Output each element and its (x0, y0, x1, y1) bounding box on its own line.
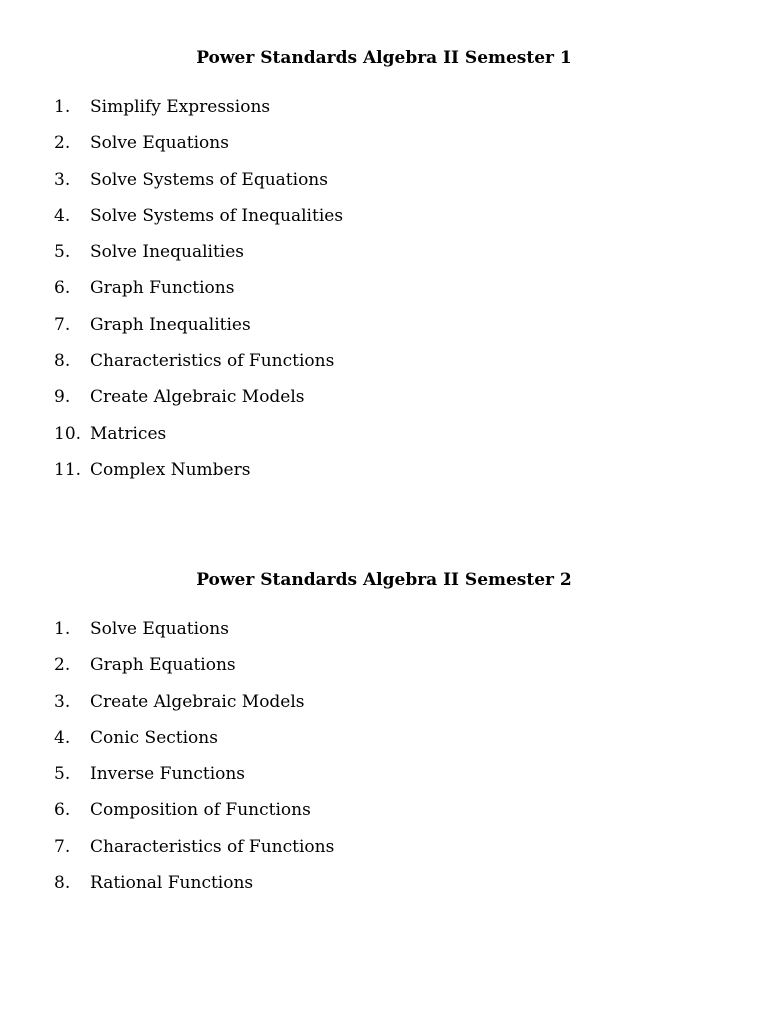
item-number: 2. (54, 655, 71, 676)
item-label: Solve Systems of Equations (90, 169, 328, 190)
semester-1-title: Power Standards Algebra II Semester 1 (196, 48, 572, 68)
item-label: Create Algebraic Models (90, 387, 305, 408)
item-number: 1. (54, 619, 71, 639)
item-number: 4. (54, 205, 71, 226)
item-number: 8. (54, 873, 71, 894)
item-label: Solve Equations (90, 619, 229, 639)
item-label: Solve Equations (90, 133, 229, 154)
semester-1-section (0, 46, 768, 480)
item-label: Create Algebraic Models (90, 691, 305, 712)
item-label: Conic Sections (90, 727, 218, 748)
item-number: 2. (54, 133, 71, 154)
item-number: 7. (54, 836, 71, 857)
item-number: 11. (54, 459, 82, 480)
item-label: Rational Functions (90, 873, 254, 894)
item-number: 1. (54, 97, 71, 117)
item-number: 4. (54, 727, 71, 748)
item-number: 9. (54, 387, 71, 408)
item-label: Simplify Expressions (90, 97, 271, 117)
item-label: Graph Equations (90, 655, 236, 676)
item-number: 8. (54, 351, 71, 372)
item-label: Inverse Functions (90, 764, 246, 785)
item-number: 6. (54, 278, 71, 299)
item-number: 7. (54, 314, 71, 335)
item-label: Matrices (90, 423, 167, 444)
semester-2-section (0, 568, 768, 894)
item-number: 5. (54, 764, 71, 785)
item-label: Characteristics of Functions (90, 351, 335, 372)
item-label: Composition of Functions (90, 800, 311, 821)
item-label: Characteristics of Functions (90, 836, 335, 857)
item-label: Graph Functions (90, 278, 235, 299)
item-label: Complex Numbers (90, 459, 251, 480)
item-number: 3. (54, 169, 71, 190)
item-label: Solve Systems of Inequalities (90, 205, 344, 226)
semester-2-title: Power Standards Algebra II Semester 2 (196, 570, 572, 590)
item-number: 10. (54, 423, 82, 444)
item-number: 6. (54, 800, 71, 821)
item-number: 3. (54, 691, 71, 712)
item-label: Solve Inequalities (90, 242, 245, 263)
item-label: Graph Inequalities (90, 314, 251, 335)
item-number: 5. (54, 242, 71, 263)
